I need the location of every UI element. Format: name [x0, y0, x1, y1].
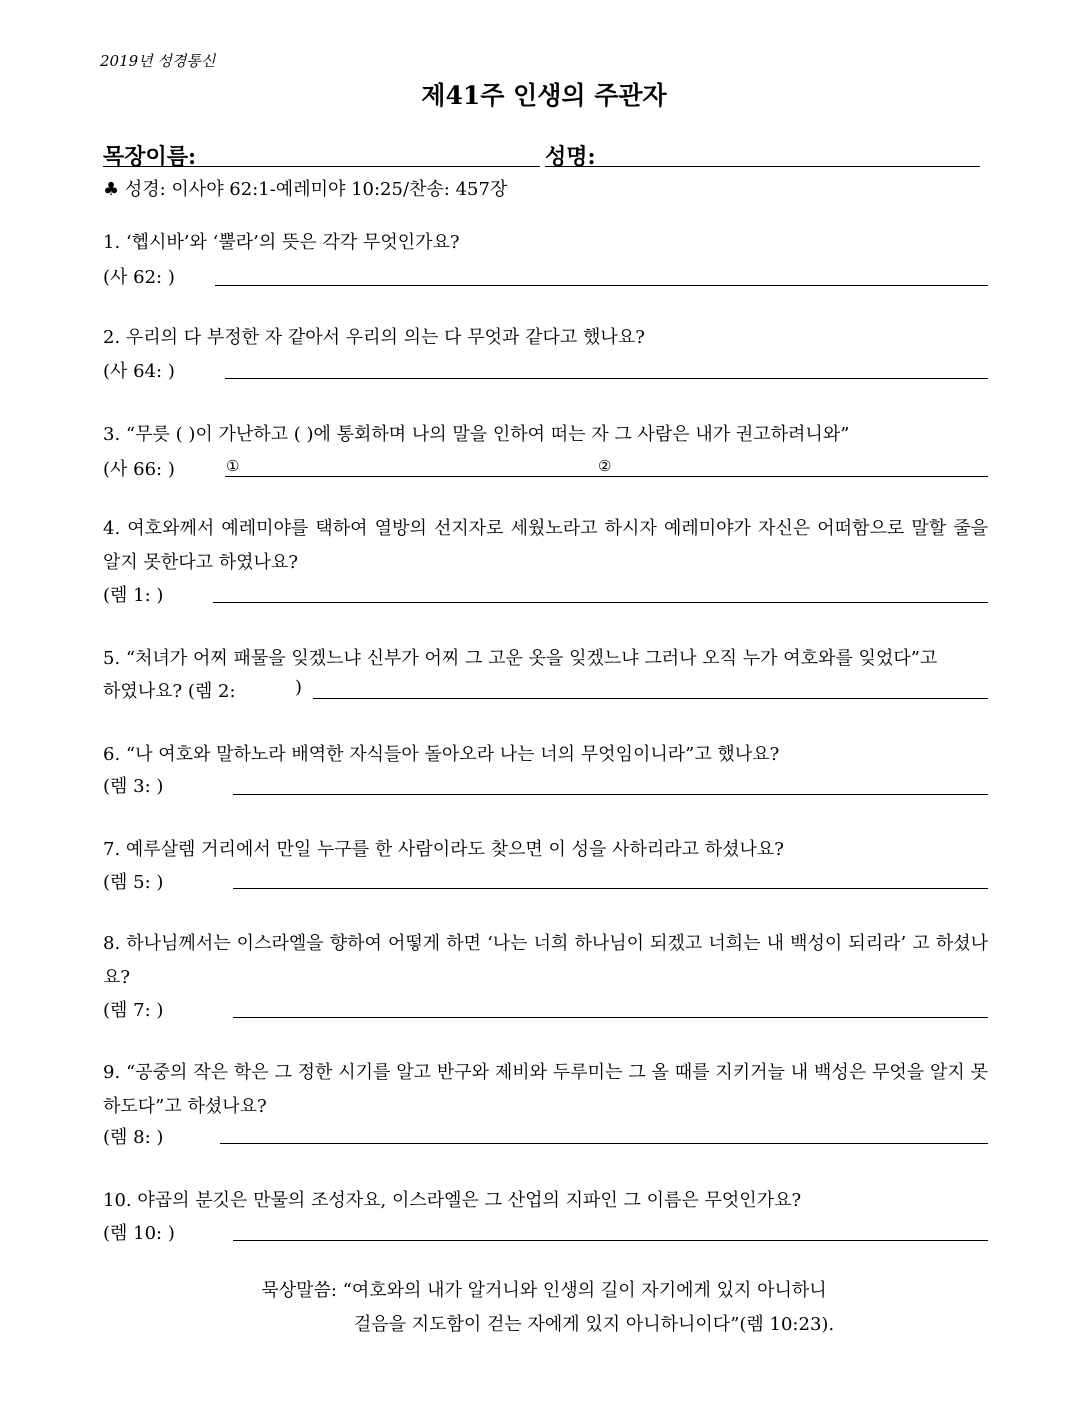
header-tag: 2019년 성경통신: [100, 52, 216, 70]
parish-label: 목장이름:: [103, 144, 197, 170]
question-10: 10. 야곱의 분깃은 만물의 조성자요, 이스라엘은 그 산업의 지파인 그 이름은 무엇인가요?: [103, 1190, 802, 1211]
reference-8: (렘 7: ): [103, 1000, 164, 1021]
reference-2: (사 64: ): [103, 361, 175, 382]
answer-line-2[interactable]: [225, 378, 988, 379]
scripture-line: ♣ 성경: 이사야 62:1-예레미야 10:25/찬송: 457장: [103, 179, 508, 200]
name-label: 성명:: [545, 144, 596, 170]
reference-10: (렘 10: ): [103, 1223, 175, 1244]
reference-3: (사 66: ): [103, 459, 175, 480]
meditation-line-1: 묵상말씀: “여호와의 내가 알거니와 인생의 길이 자기에게 있지 아니하니: [261, 1280, 827, 1301]
page-title: 제41주 인생의 주관자: [421, 81, 667, 110]
question-6: 6. “나 여호와 말하노라 배역한 자식들아 돌아오라 나는 너의 무엇임이니라”고 했나요?: [103, 744, 780, 765]
blank-marker-2: ②: [598, 457, 612, 475]
reference-9: (렘 8: ): [103, 1127, 164, 1148]
answer-line-5[interactable]: [313, 698, 988, 699]
question-7: 7. 예루살렘 거리에서 만일 누구를 한 사람이라도 찾으면 이 성을 사하리라고 하셨나요?: [103, 839, 784, 860]
answer-line-4[interactable]: [213, 602, 988, 603]
question-1: 1. ‘헵시바’와 ‘뿔라’의 뜻은 각각 무엇인가요?: [103, 232, 460, 253]
meditation-line-2: 걸음을 지도함이 걷는 자에게 있지 아니하니이다”(렘 10:23).: [353, 1314, 835, 1335]
question-2: 2. 우리의 다 부정한 자 같아서 우리의 의는 다 무엇과 같다고 했나요?: [103, 327, 645, 348]
question-5-cont: 하였나요? (렘 2:: [103, 681, 236, 702]
parish-underline: [103, 166, 540, 167]
question-9: 9. “공중의 작은 학은 그 정한 시기를 알고 반구와 제비와 두루미는 그 올 때를 지키거늘 내 백성은 무엇을 알지 못하도다”고 하셨나요?: [103, 1062, 988, 1117]
blank-marker-1: ①: [226, 457, 240, 475]
answer-line-10[interactable]: [233, 1240, 988, 1241]
answer-line-9[interactable]: [220, 1143, 988, 1144]
answer-line-1[interactable]: [215, 285, 988, 286]
name-underline: [545, 166, 980, 167]
reference-4: (렘 1: ): [103, 585, 164, 606]
answer-line-3[interactable]: [225, 476, 988, 477]
reference-6: (렘 3: ): [103, 776, 164, 797]
question-8: 8. 하나님께서는 이스라엘을 향하여 어떻게 하면 ‘나는 너희 하나님이 되겠고 너희는 내 백성이 되리라’ 고 하셨나요?: [103, 933, 988, 988]
answer-line-6[interactable]: [233, 794, 988, 795]
question-4: 4. 여호와께서 예레미야를 택하여 열방의 선지자로 세웠노라고 하시자 예레미야가 자신은 어떠함으로 말할 줄을 알지 못한다고 하였나요?: [103, 518, 988, 573]
reference-7: (렘 5: ): [103, 872, 164, 893]
reference-1: (사 62: ): [103, 267, 175, 288]
answer-line-7[interactable]: [233, 888, 988, 889]
answer-line-8[interactable]: [233, 1017, 988, 1018]
reference-5: ): [295, 677, 303, 698]
question-3: 3. “무릇 ( )이 가난하고 ( )에 통회하며 나의 말을 인하여 떠는 자 그 사람은 내가 권고하려니와”: [103, 424, 850, 445]
question-5: 5. “처녀가 어찌 패물을 잊겠느냐 신부가 어찌 그 고운 옷을 잊겠느냐 그러나 오직 누가 여호와를 잊었다”고: [103, 648, 938, 669]
